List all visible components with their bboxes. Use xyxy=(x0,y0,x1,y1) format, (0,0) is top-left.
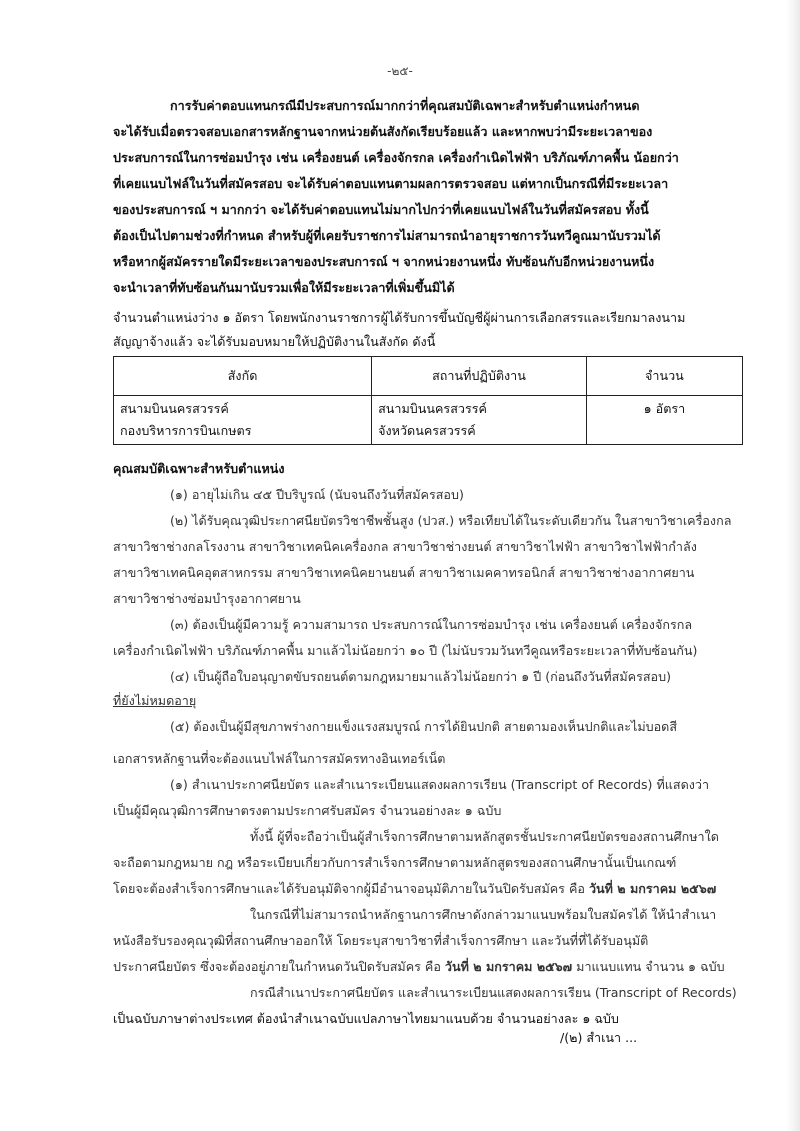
page-number: -๒๕- xyxy=(387,64,413,78)
document-note-2-line-2: หนังสือรับรองคุณวุฒิที่สถานศึกษาออกให้ โดยระบุสาขาวิชาที่สำเร็จการศึกษา และวันที่ที่ได้รับอนุมัติ xyxy=(113,933,649,948)
qualification-item-3-line-2: เครื่องกำเนิดไฟฟ้า บริภัณฑ์ภาคพื้น มาแล้วไม่น้อยกว่า ๑๐ ปี (ไม่นับรวมวันทวีคูณหรือระยะเวลาที่ทับซ้อนกัน) xyxy=(113,643,698,658)
qualification-item-1: (๑) อายุไม่เกิน ๔๕ ปีบริบูรณ์ (นับจนถึงวันที่สมัครสอบ) xyxy=(170,487,464,502)
qualification-item-4-line-1: (๔) เป็นผู้ถือใบอนุญาตขับรถยนต์ตามกฎหมายมาแล้วไม่น้อยกว่า ๑ ปี (ก่อนถึงวันที่สมัครสอบ) xyxy=(170,669,672,684)
affiliation-line-2: กองบริหารการบินเกษตร xyxy=(120,423,252,438)
qualifications-heading: คุณสมบัติเฉพาะสำหรับตำแหน่ง xyxy=(113,461,285,476)
page-continuation-marker: /(๒) สำเนา ... xyxy=(560,1030,638,1045)
compensation-line-2: จะได้รับเมื่อตรวจสอบเอกสารหลักฐานจากหน่วยต้นสังกัดเรียบร้อยแล้ว และหากพบว่ามีระยะเวลาของ xyxy=(113,124,653,139)
compensation-line-8: จะนำเวลาที่ทับซ้อนกันมานับรวมเพื่อให้มีระยะเวลาที่เพิ่มขึ้นมิได้ xyxy=(113,280,455,295)
qualification-item-5: (๕) ต้องเป็นผู้มีสุขภาพร่างกายแข็งแรงสมบูรณ์ การได้ยินปกติ สายตามองเห็นปกติและไม่บอดสี xyxy=(170,719,678,734)
document-note-2-line-1: ในกรณีที่ไม่สามารถนำหลักฐานการศึกษาดังกล่าวมาแนบพร้อมใบสมัครได้ ให้นำสำเนา xyxy=(250,907,717,922)
qualification-item-4-line-2: ที่ยังไม่หมดอายุ xyxy=(113,693,197,708)
document-note-2-tail: มาแนบแทน จำนวน ๑ ฉบับ xyxy=(572,959,725,974)
cell-count: ๑ อัตรา xyxy=(586,396,742,445)
document-item-1-line-1: (๑) สำเนาประกาศนียบัตร และสำเนาระเบียนแสดงผลการเรียน (Transcript of Records) ที่แสดงว่า xyxy=(170,777,710,792)
qualification-item-3-line-1: (๓) ต้องเป็นผู้มีความรู้ ความสามารถ ประสบการณ์ในการซ่อมบำรุง เช่น เครื่องยนต์ เครื่องจักรกล xyxy=(170,617,693,632)
vacancy-line-1: จำนวนตำแหน่งว่าง ๑ อัตรา โดยพนักงานราชการผู้ได้รับการขึ้นบัญชีผู้ผ่านการเลือกสรรและเรียกมาลงนาม xyxy=(113,310,686,325)
table-row xyxy=(114,396,743,445)
cell-affiliation xyxy=(114,396,372,445)
header-affiliation: สังกัด xyxy=(114,357,372,396)
documents-heading: เอกสารหลักฐานที่จะต้องแนบไฟล์ในการสมัครทางอินเทอร์เน็ต xyxy=(113,751,446,766)
compensation-line-5: ของประสบการณ์ ฯ มากกว่า จะได้รับค่าตอบแทนไม่มากไปกว่าที่เคยแนบไฟล์ในวันที่สมัครสอบ ทั้งนี้ xyxy=(113,202,649,217)
page-edge-scan-artifact xyxy=(786,0,800,1131)
document-note-2-text: ประกาศนียบัตร ซึ่งจะต้องอยู่ภายในกำหนดวันปิดรับสมัคร คือ xyxy=(113,959,445,974)
compensation-line-3: ประสบการณ์ในการซ่อมบำรุง เช่น เครื่องยนต์ เครื่องจักรกล เครื่องกำเนิดไฟฟ้า บริภัณฑ์ภาคพื้น น้อยกว่า xyxy=(113,150,679,165)
compensation-line-6: ต้องเป็นไปตามช่วงที่กำหนด สำหรับผู้ที่เคยรับราชการไม่สามารถนำอายุราชการวันทวีคูณมานับรวมได้ xyxy=(113,228,661,243)
qualification-item-2-line-2: สาขาวิชาช่างกลโรงงาน สาขาวิชาเทคนิคเครื่องกล สาขาวิชาช่างยนต์ สาขาวิชาไฟฟ้า สาขาวิชาไฟฟ้ากำลัง xyxy=(113,539,697,554)
header-workplace: สถานที่ปฏิบัติงาน xyxy=(372,357,587,396)
document-note-1-line-2: จะถือตามกฎหมาย กฎ หรือระเบียบเกี่ยวกับการสำเร็จการศึกษาตามหลักสูตรของสถานศึกษานั้นเป็นเกณฑ์ xyxy=(113,855,677,870)
workplace-line-2: จังหวัดนครสวรรค์ xyxy=(378,423,476,438)
cell-workplace xyxy=(372,396,587,445)
qualification-item-2-line-1: (๒) ได้รับคุณวุฒิประกาศนียบัตรวิชาชีพชั้นสูง (ปวส.) หรือเทียบได้ในระดับเดียวกัน ในสาขาวิชาเครื่องกล xyxy=(170,513,732,528)
document-note-1-line-1: ทั้งนี้ ผู้ที่จะถือว่าเป็นผู้สำเร็จการศึกษาตามหลักสูตรชั้นประกาศนียบัตรของสถานศึกษาใด xyxy=(250,829,719,844)
header-count: จำนวน xyxy=(586,357,742,396)
document-note-3-line-2: เป็นฉบับภาษาต่างประเทศ ต้องนำสำเนาฉบับแปลภาษาไทยมาแนบด้วย จำนวนอย่างละ ๑ ฉบับ xyxy=(113,1011,619,1026)
compensation-line-4: ที่เคยแนบไฟล์ในวันที่สมัครสอบ จะได้รับค่าตอบแทนตามผลการตรวจสอบ แต่หากเป็นกรณีที่มีระยะเวลา xyxy=(113,176,669,191)
document-note-2-line-3 xyxy=(113,956,763,978)
compensation-line-1: การรับค่าตอบแทนกรณีมีประสบการณ์มากกว่าที่คุณสมบัติเฉพาะสำหรับตำแหน่งกำหนด xyxy=(170,98,640,113)
affiliation-line-1: สนามบินนครสวรรค์ xyxy=(120,401,229,416)
document-note-1-line-3 xyxy=(113,878,763,900)
closing-date: วันที่ ๒ มกราคม ๒๕๖๗ xyxy=(444,959,573,974)
table-header-row xyxy=(114,357,743,396)
document-note-1-text: โดยจะต้องสำเร็จการศึกษาและได้รับอนุมัติจากผู้มีอำนาจอนุมัติภายในวันปิดรับสมัคร คือ xyxy=(113,881,589,896)
compensation-line-7: หรือหากผู้สมัครรายใดมีระยะเวลาของประสบการณ์ ฯ จากหน่วยงานหนึ่ง ทับซ้อนกับอีกหน่วยงานหนึ่ง xyxy=(113,254,655,269)
position-table xyxy=(113,356,743,445)
closing-date: วันที่ ๒ มกราคม ๒๕๖๗ xyxy=(588,881,717,896)
document-item-1-line-2: เป็นผู้มีคุณวุฒิการศึกษาตรงตามประกาศรับสมัคร จำนวนอย่างละ ๑ ฉบับ xyxy=(113,803,502,818)
vacancy-line-2: สัญญาจ้างแล้ว จะได้รับมอบหมายให้ปฏิบัติงานในสังกัด ดังนี้ xyxy=(113,334,436,349)
qualification-item-2-line-3: สาขาวิชาเทคนิคอุตสาหกรรม สาขาวิชาเทคนิคยานยนต์ สาขาวิชาเมคคาทรอนิกส์ สาขาวิชาช่างอากาศยาน xyxy=(113,565,695,580)
qualification-item-2-line-4: สาขาวิชาช่างซ่อมบำรุงอากาศยาน xyxy=(113,591,301,606)
document-note-3-line-1: กรณีสำเนาประกาศนียบัตร และสำเนาระเบียนแสดงผลการเรียน (Transcript of Records) xyxy=(250,985,737,1000)
workplace-line-1: สนามบินนครสวรรค์ xyxy=(378,401,487,416)
